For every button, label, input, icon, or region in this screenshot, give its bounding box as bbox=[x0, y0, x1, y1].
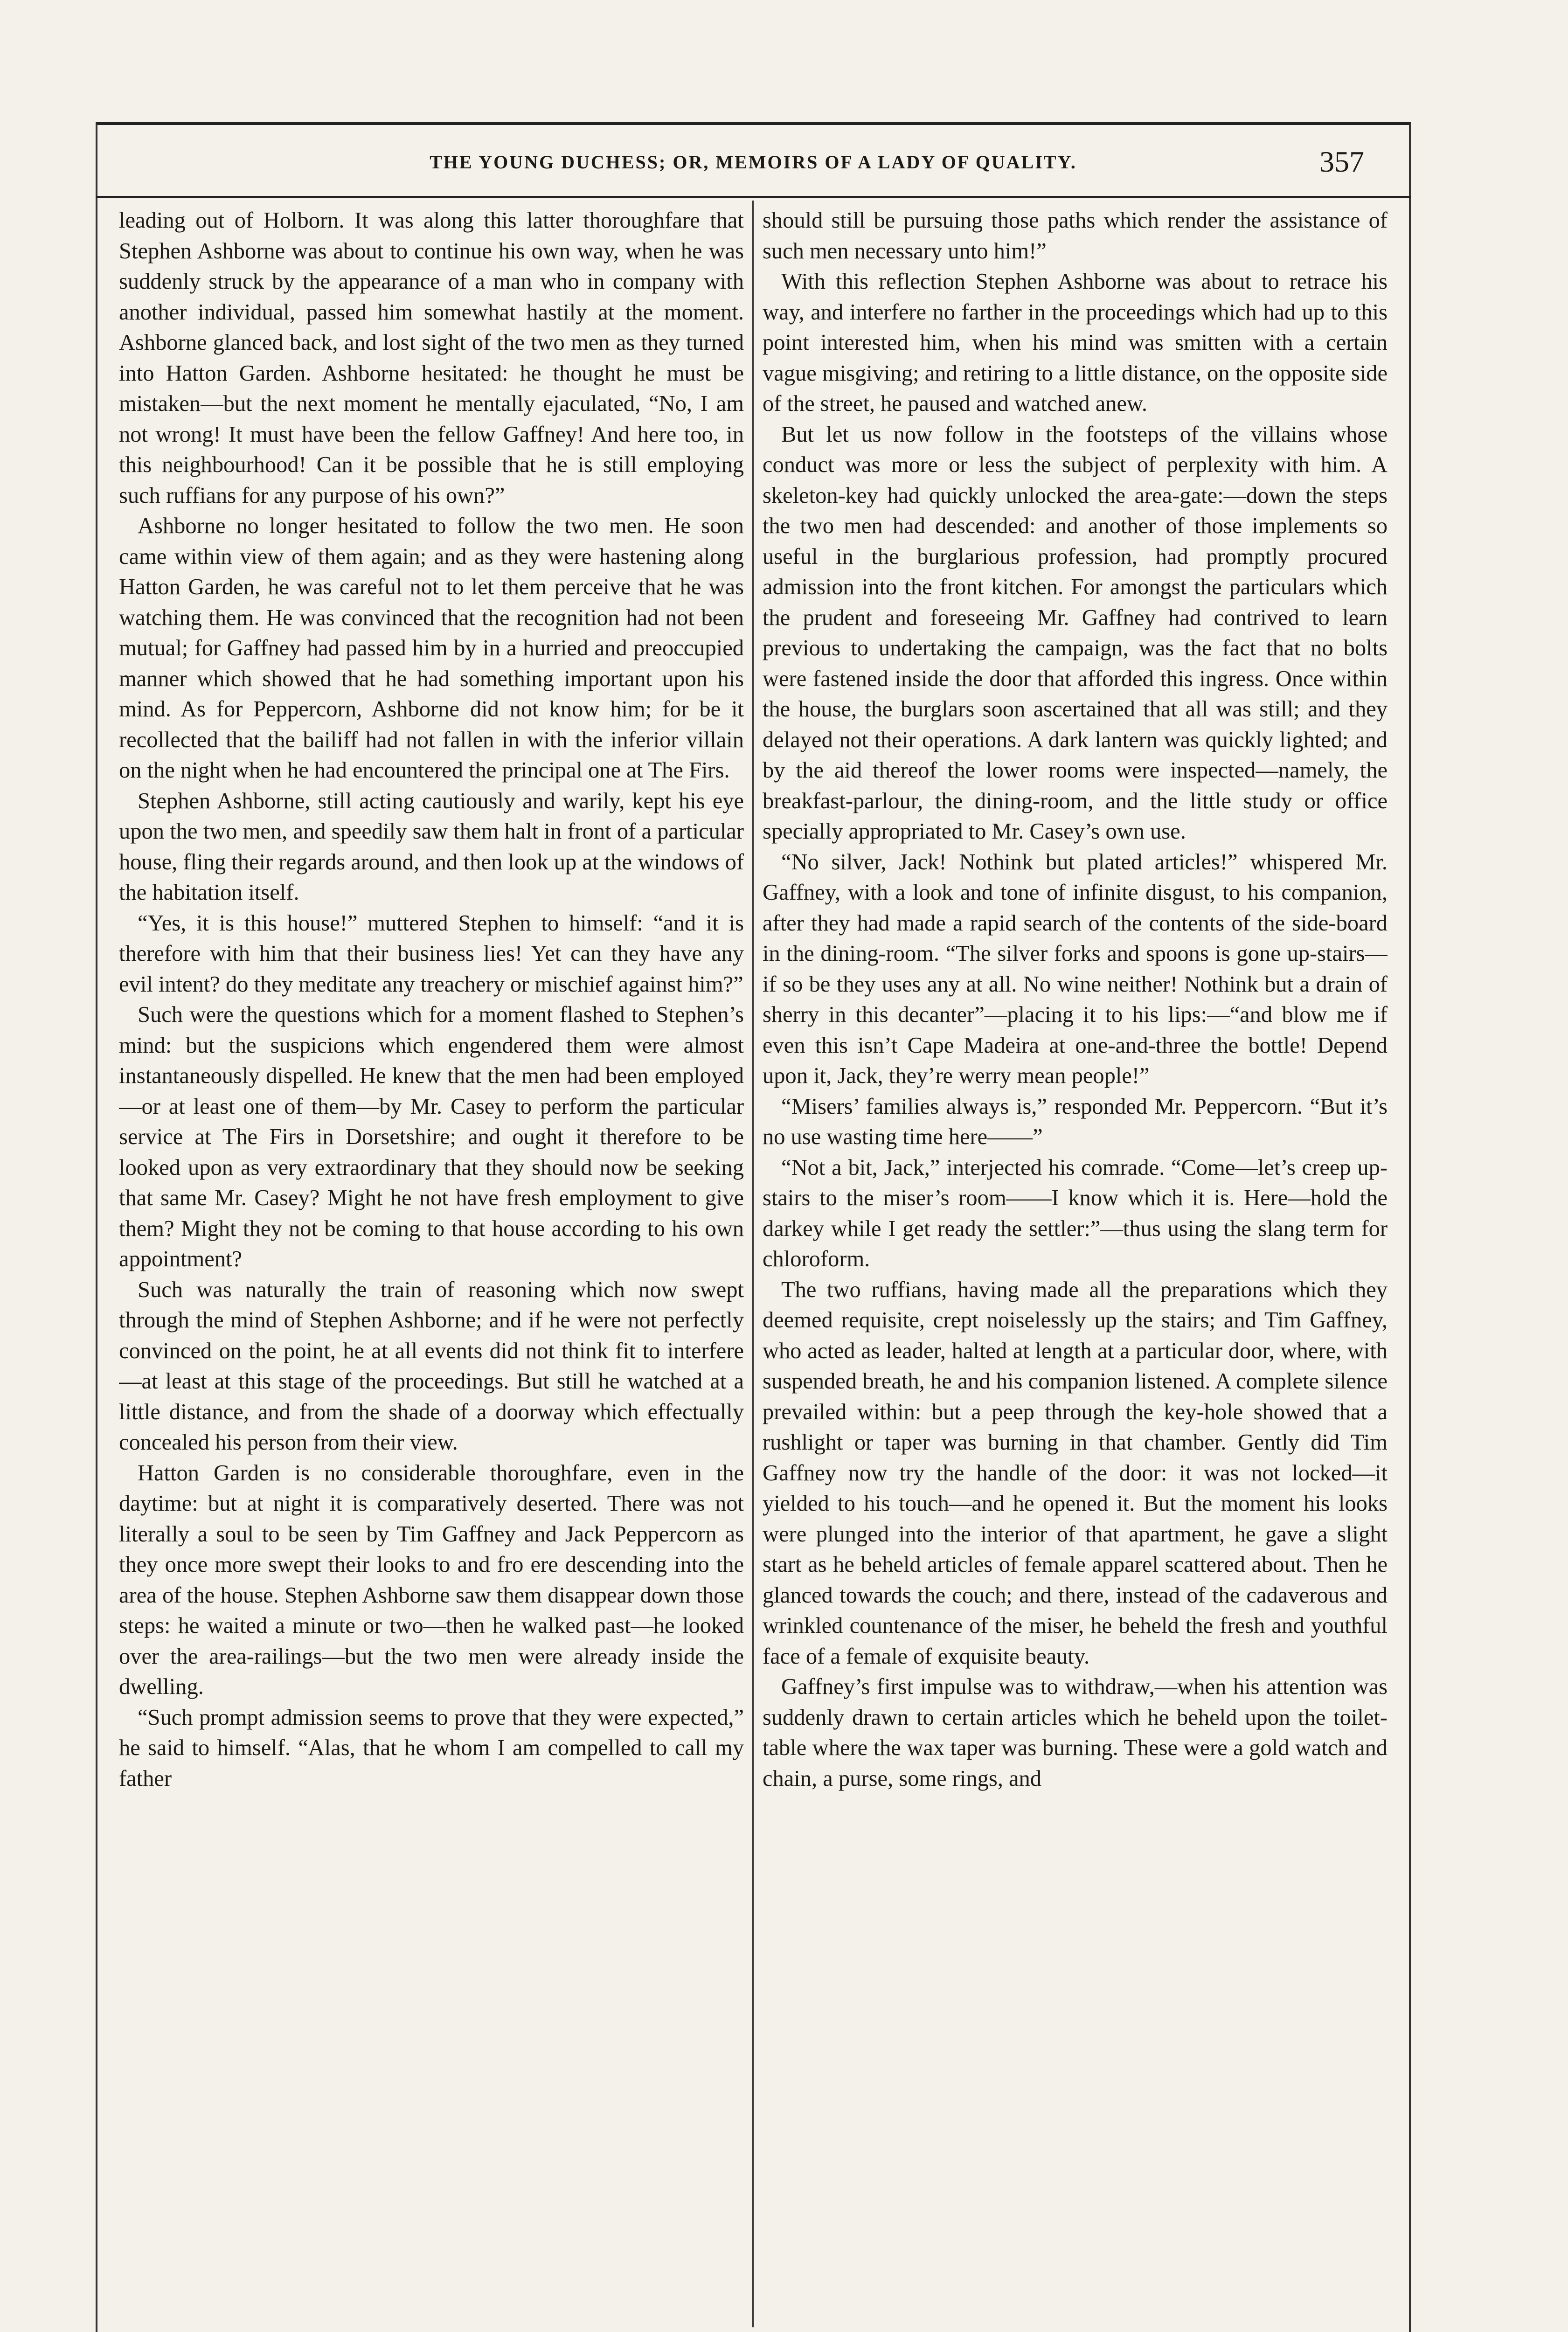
paragraph: “No silver, Jack! Nothink but plated articles!” whispered Mr. Gaffney, with a look and tone of infinite disgust, to his companion, after they had made a rapid search of the contents of the side-board in the dining-room. “The silver forks and spoons is gone up-stairs—if so be they uses any at all. No wine neither! Nothink but a drain of sherry in this decanter”—placing it to his lips:—“and blow me if even this isn’t Cape Madeira at one-and-three the bottle! Depend upon it, Jack, they’re werry mean people!” bbox=[763, 849, 1388, 1088]
header-rule bbox=[96, 196, 1411, 198]
left-column bbox=[119, 205, 744, 2313]
paragraph: Such was naturally the train of reasoning which now swept through the mind of Stephen Ashborne; and if he were not perfectly convinced on the point, he at all events did not think fit to interfere—at least at this stage of the proceedings. But still he watched at a little distance, and from the shade of a doorway which effectually concealed his person from their view. bbox=[119, 1277, 744, 1455]
paragraph: “Not a bit, Jack,” interjected his comrade. “Come—let’s creep up-stairs to the miser’s room——I know which it is. Here—hold the darkey while I get ready the settler:”—thus using the slang term for chloroform. bbox=[763, 1155, 1388, 1271]
paragraph: “Misers’ families always is,” responded Mr. Peppercorn. “But it’s no use wasting time here——” bbox=[763, 1094, 1388, 1149]
paragraph: The two ruffians, having made all the preparations which they deemed requisite, crept noiselessly up the stairs; and Tim Gaffney, who acted as leader, halted at length at a particular door, where, with suspended breath, he and his companion listened. A complete silence prevailed within: but a peep through the key-hole showed that a rushlight or taper was burning in that chamber. Gently did Tim Gaffney now try the handle of the door: it was not locked—it yielded to his touch—and he opened it. But the moment his looks were plunged into the interior of that apartment, he gave a slight start as he beheld articles of female apparel scattered about. Then he glanced towards the couch; and there, instead of the cadaverous and wrinkled countenance of the miser, he beheld the fresh and youthful face of a female of exquisite beauty. bbox=[763, 1277, 1388, 1669]
paragraph: leading out of Holborn. It was along this latter thoroughfare that Stephen Ashborne was about to continue his own way, when he was suddenly struck by the appearance of a man who in company with another individual, passed him somewhat hastily at the moment. Ashborne glanced back, and lost sight of the two men as they turned into Hatton Garden. Ashborne hesitated: he thought he must be mistaken—but the next moment he mentally ejaculated, “No, I am not wrong! It must have been the fellow Gaffney! And here too, in this neighbourhood! Can it be possible that he is still employing such ruffians for any purpose of his own?” bbox=[119, 208, 744, 508]
paragraph: With this reflection Stephen Ashborne was about to retrace his way, and interfere no farther in the proceedings which had up to this point interested him, when his mind was smitten with a certain vague misgiving; and retiring to a little distance, on the opposite side of the street, he paused and watched anew. bbox=[763, 269, 1388, 416]
paragraph: Such were the questions which for a moment flashed to Stephen’s mind: but the suspicions which engendered them were almost instantaneously dispelled. He knew that the men had been employed—or at least one of them—by Mr. Casey to perform the particular service at The Firs in Dorsetshire; and ought it therefore to be looked upon as very extraordinary that they should now be seeking that same Mr. Casey? Might he not have fresh employment to give them? Might they not be coming to that house according to his own appointment? bbox=[119, 1002, 744, 1271]
page-number: 357 bbox=[1319, 145, 1364, 178]
paragraph: “Such prompt admission seems to prove that they were expected,” he said to himself. “Alas, that he whom I am compelled to call my father bbox=[119, 1705, 744, 1791]
paragraph: Ashborne no longer hesitated to follow the two men. He soon came within view of them again; and as they were hastening along Hatton Garden, he was careful not to let them perceive that he was watching them. He was convinced that the recognition had not been mutual; for Gaffney had passed him by in a hurried and preoccupied manner which showed that he had something important upon his mind. As for Peppercorn, Ashborne did not know him; for be it recollected that the bailiff had not fallen in with the inferior villain on the night when he had encountered the principal one at The Firs. bbox=[119, 514, 744, 783]
paragraph: “Yes, it is this house!” muttered Stephen to himself: “and it is therefore with him that their business lies! Yet can they have any evil intent? do they meditate any treachery or mischief against him?” bbox=[119, 910, 744, 997]
running-title: THE YOUNG DUCHESS; OR, MEMOIRS OF A LADY OF QUALITY. bbox=[430, 152, 1077, 173]
paragraph: But let us now follow in the footsteps of the villains whose conduct was more or less the subject of perplexity with him. A skeleton-key had quickly unlocked the area-gate:—down the steps the two men had descended: and another of those implements so useful in the burglarious profession, had promptly procured admission into the front kitchen. For amongst the particulars which the prudent and foreseeing Mr. Gaffney had contrived to learn previous to undertaking the campaign, was the fact that no bolts were fastened inside the door that afforded this ingress. Once within the house, the burglars soon ascertained that all was still; and they delayed not their operations. A dark lantern was quickly lighted; and by the aid thereof the lower rooms were inspected—namely, the breakfast-parlour, the dining-room, and the little study or office specially appropriated to Mr. Casey’s own use. bbox=[763, 422, 1388, 844]
paragraph: Gaffney’s first impulse was to withdraw,—when his attention was suddenly drawn to certain articles which he beheld upon the toilet-table where the wax taper was burning. These were a gold watch and chain, a purse, some rings, and bbox=[763, 1674, 1388, 1791]
text-columns bbox=[119, 205, 1388, 2313]
paragraph: should still be pursuing those paths which render the assistance of such men necessary unto him!” bbox=[763, 208, 1388, 264]
paragraph: Hatton Garden is no considerable thoroughfare, even in the daytime: but at night it is comparatively deserted. There was not literally a soul to be seen by Tim Gaffney and Jack Peppercorn as they once more swept their looks to and fro ere descending into the area of the house. Stephen Ashborne saw them disappear down those steps: he waited a minute or two—then he walked past—he looked over the area-railings—but the two men were already inside the dwelling. bbox=[119, 1460, 744, 1699]
right-column bbox=[763, 205, 1388, 2313]
paragraph: Stephen Ashborne, still acting cautiously and warily, kept his eye upon the two men, and speedily saw them halt in front of a particular house, fling their regards around, and then look up at the windows of the habitation itself. bbox=[119, 788, 744, 905]
page-header bbox=[96, 145, 1411, 196]
